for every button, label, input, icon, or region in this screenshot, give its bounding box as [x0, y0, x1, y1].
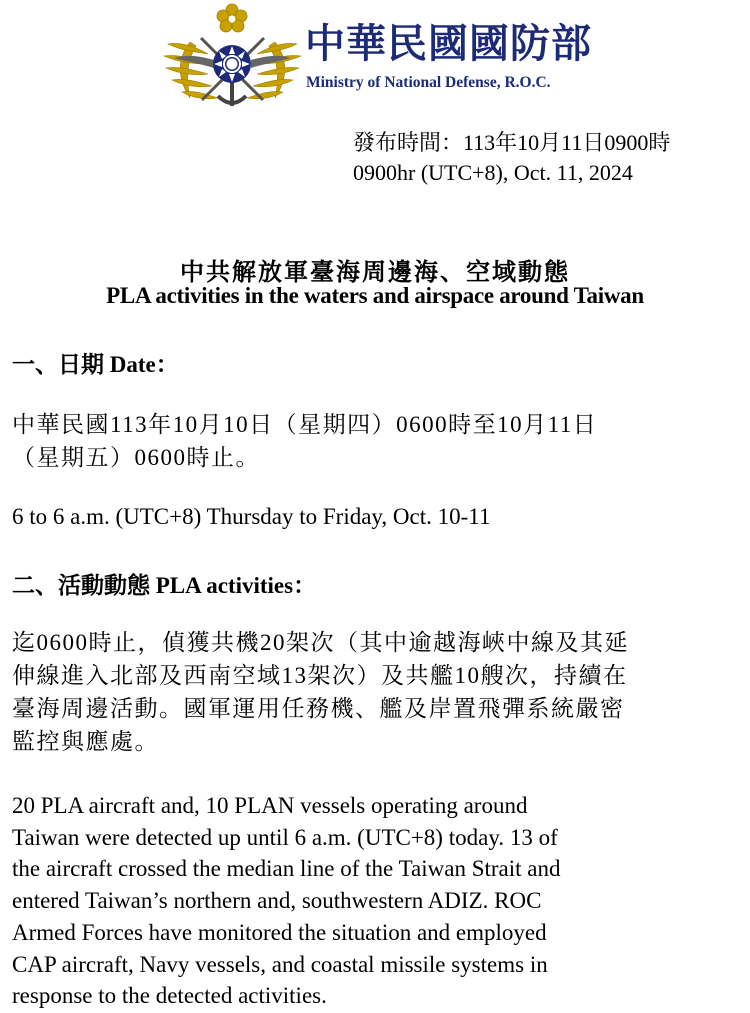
release-time-en: 0900hr (UTC+8), Oct. 11, 2024 — [353, 160, 633, 185]
activities-zh-line: 迄0600時止，偵獲共機20架次（其中逾越海峽中線及其延 — [12, 630, 629, 655]
section-activities-zh — [12, 626, 748, 758]
activities-zh-line: 伸線進入北部及西南空域13架次）及共艦10艘次，持續在 — [12, 663, 628, 688]
activities-en-line: the aircraft crossed the median line of the Taiwan Strait and — [12, 856, 561, 882]
org-name-en: Ministry of National Defense, R.O.C. — [306, 74, 551, 91]
section-date-en: 6 to 6 a.m. (UTC+8) Thursday to Friday, Oct. 10-11 — [12, 504, 491, 529]
section-activities-heading: 二、活動動態 PLA activities： — [12, 573, 317, 598]
section-date-heading: 一、日期 Date： — [12, 352, 179, 377]
activities-zh-line: 監控與應處。 — [12, 729, 159, 754]
section-date-zh — [12, 408, 748, 474]
title-en: PLA activities in the waters and airspace around Taiwan — [106, 283, 644, 308]
title-zh: 中共解放軍臺海周邊海、空域動態 — [180, 260, 570, 286]
date-zh-line: 中華民國113年10月10日（星期四）0600時至10月11日 — [12, 412, 598, 437]
date-zh-line: （星期五）0600時止。 — [12, 445, 260, 470]
section-activities-en — [12, 790, 742, 1012]
activities-en-line: CAP aircraft, Navy vessels, and coastal missile systems in — [12, 951, 548, 977]
activities-en-line: 20 PLA aircraft and, 10 PLAN vessels operating around — [12, 793, 528, 818]
activities-en-line: Armed Forces have monitored the situation and employed — [12, 919, 547, 945]
activities-en-line: entered Taiwan’s northern and, southwestern ADIZ. ROC — [12, 888, 542, 914]
mnd-emblem-icon — [160, 2, 305, 114]
release-time-zh: 發布時間：113年10月11日0900時 — [353, 130, 671, 155]
activities-en-line: Taiwan were detected up until 6 a.m. (UTC+8) today. 13 of — [12, 824, 558, 850]
org-name-zh: 中華民國國防部 — [305, 21, 592, 66]
activities-zh-line: 臺海周邊活動。國軍運用任務機、艦及岸置飛彈系統嚴密 — [12, 696, 625, 721]
activities-en-line: response to the detected activities. — [12, 983, 327, 1009]
